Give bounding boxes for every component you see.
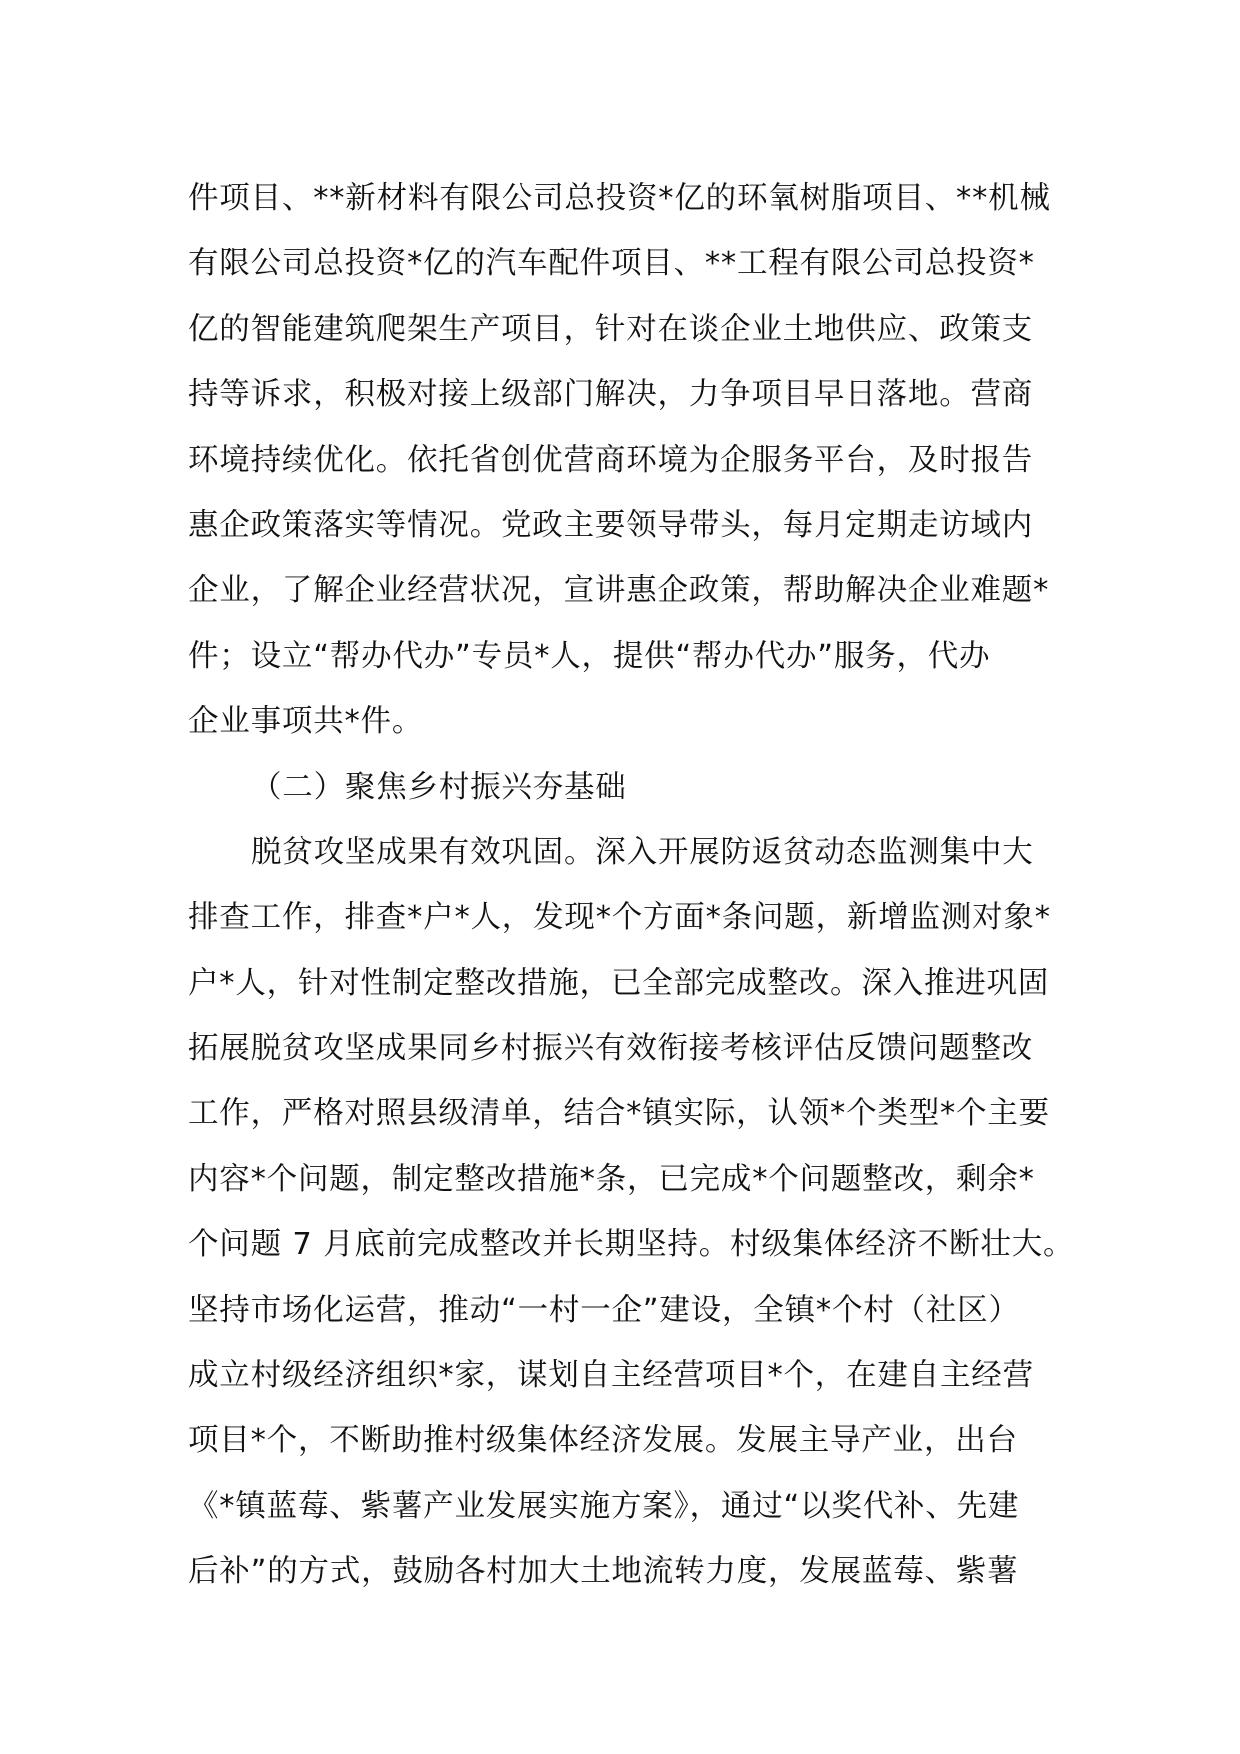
text-line: 项目*个，不断助推村级集体经济发展。发展主导产业，出台	[188, 1423, 1018, 1459]
text-line: 个问题 7 月底前完成整改并长期坚持。村级集体经济不断壮大。	[188, 1227, 1075, 1263]
text-line: 工作，严格对照县级清单，结合*镇实际，认领*个类型*个主要	[188, 1096, 1050, 1132]
text-line: 环境持续优化。依托省创优营商环境为企服务平台，及时报告	[188, 442, 1034, 478]
body-text	[188, 166, 1075, 1605]
text-line: 有限公司总投资*亿的汽车配件项目、**工程有限公司总投资*	[188, 246, 1035, 282]
text-line: 持等诉求，积极对接上级部门解决，力争项目早日落地。营商	[188, 377, 1034, 413]
text-line: 排查工作，排查*户*人，发现*个方面*条问题，新增监测对象*	[188, 900, 1051, 936]
text-line: 后补”的方式，鼓励各村加大土地流转力度，发展蓝莓、紫薯	[188, 1554, 1019, 1590]
text-line: 企业事项共*件。	[188, 704, 424, 740]
text-line: 《*镇蓝莓、紫薯产业发展实施方案》，通过“以奖代补、先建	[188, 1488, 1020, 1524]
text-line: 惠企政策落实等情况。党政主要领导带头，每月定期走访域内	[188, 507, 1034, 543]
text-line: 拓展脱贫攻坚成果同乡村振兴有效衔接考核评估反馈问题整改	[188, 1031, 1034, 1067]
text-line: 件项目、**新材料有限公司总投资*亿的环氧树脂项目、**机械	[188, 181, 1051, 216]
text-line: 亿的智能建筑爬架生产项目，针对在谈企业土地供应、政策支	[188, 311, 1034, 347]
section-heading: （二）聚焦乡村振兴夯基础	[251, 769, 627, 805]
text-line: 件；设立“帮办代办”专员*人，提供“帮办代办”服务，代办	[188, 638, 991, 674]
text-line: 户*人，针对性制定整改措施，已全部完成整改。深入推进巩固	[188, 965, 1050, 1001]
text-line: 内容*个问题，制定整改措施*条，已完成*个问题整改，剩余*	[188, 1161, 1035, 1197]
text-line: 企业，了解企业经营状况，宣讲惠企政策，帮助解决企业难题*	[188, 573, 1050, 609]
paragraph-first-line: 脱贫攻坚成果有效巩固。深入开展防返贫动态监测集中大	[251, 834, 1034, 870]
text-line: 坚持市场化运营，推动“一村一企”建设，全镇*个村（社区）	[188, 1292, 1020, 1328]
text-line: 成立村级经济组织*家，谋划自主经营项目*个，在建自主经营	[188, 1358, 1034, 1394]
